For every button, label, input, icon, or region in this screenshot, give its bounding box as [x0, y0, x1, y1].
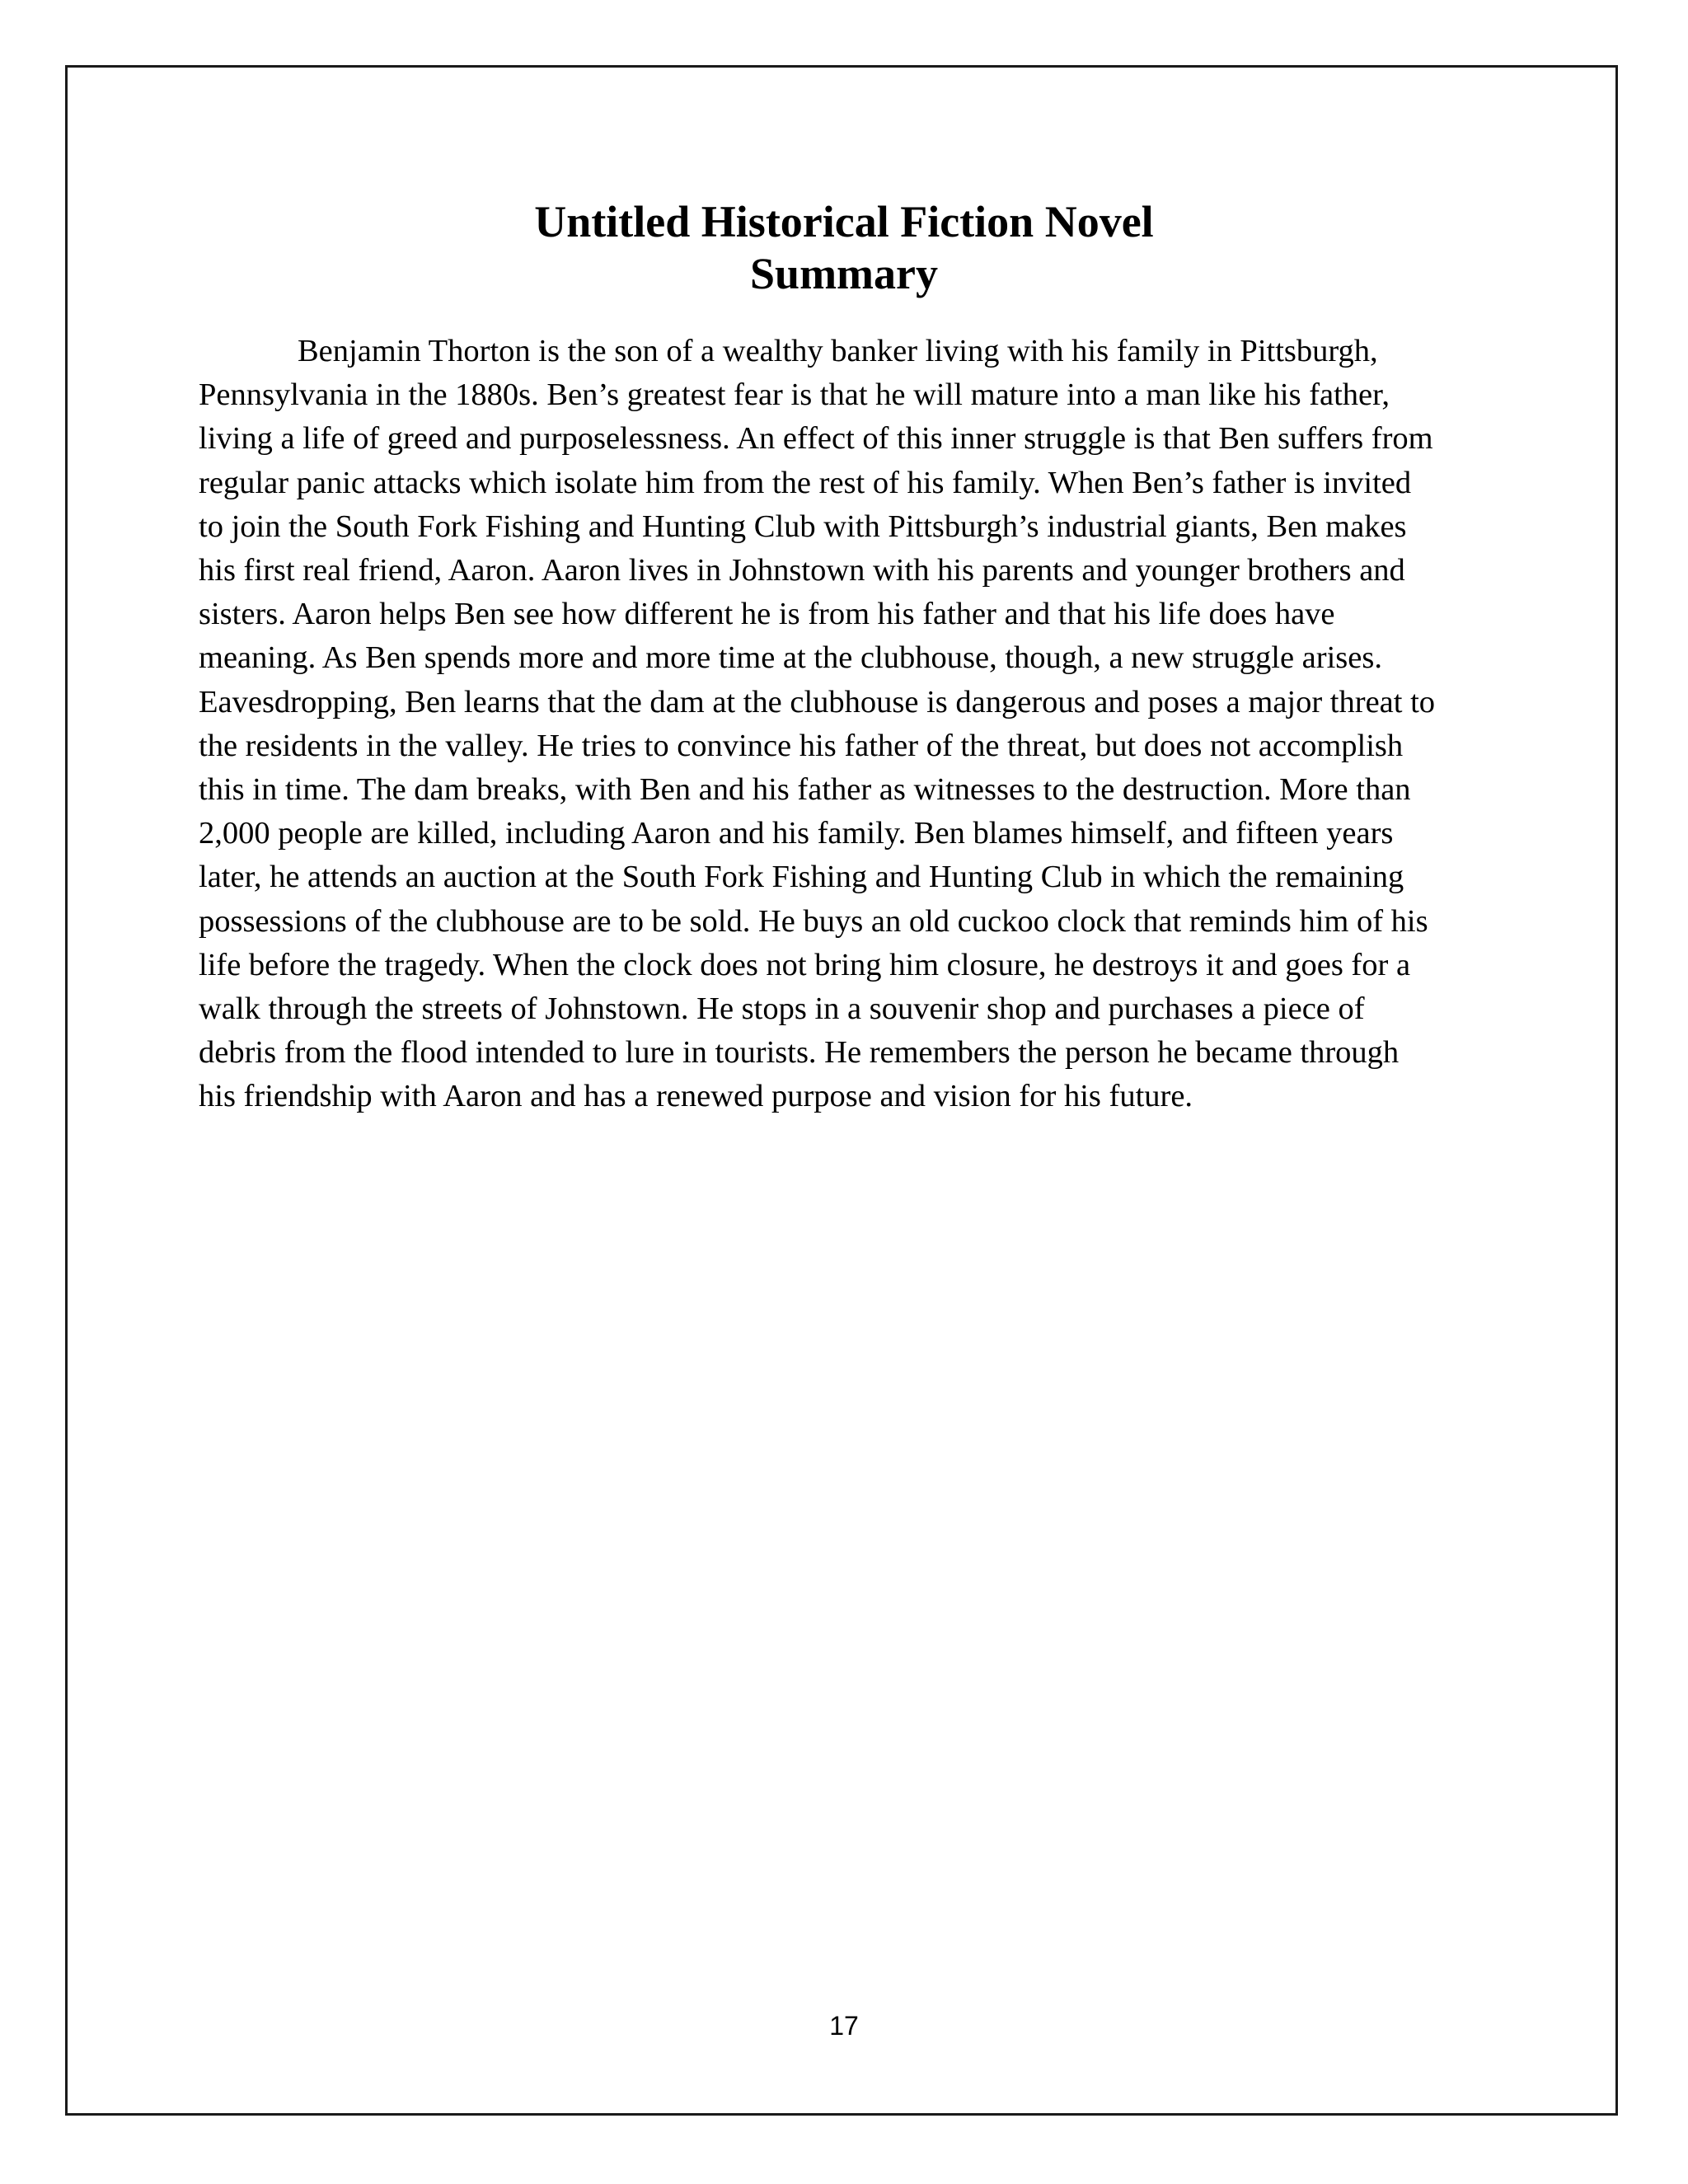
summary-line: debris from the flood intended to lure in tourists. He remembers the person he became through [199, 1035, 1400, 1071]
summary-line: regular panic attacks which isolate him from the rest of his family. When Ben’s father is invited [199, 465, 1412, 500]
summary-line: this in time. The dam breaks, with Ben and his father as witnesses to the destruction. More than [199, 772, 1411, 808]
summary-line: meaning. As Ben spends more and more time at the clubhouse, though, a new struggle arises. [199, 640, 1382, 676]
summary-paragraph [199, 330, 1484, 1119]
summary-line: the residents in the valley. He tries to convince his father of the threat, but does not accomplish [199, 728, 1404, 763]
summary-line: Benjamin Thorton is the son of a wealthy banker living with his family in Pittsburgh, [298, 334, 1378, 368]
title-line-2: Summary [750, 249, 938, 298]
summary-line: Eavesdropping, Ben learns that the dam at the clubhouse is dangerous and poses a major threat to [199, 684, 1436, 719]
summary-line: Pennsylvania in the 1880s. Ben’s greatest fear is that he will mature into a man like his father, [199, 377, 1390, 413]
summary-line: his friendship with Aaron and has a renewed purpose and vision for his future. [199, 1079, 1193, 1114]
summary-line: his first real friend, Aaron. Aaron lives in Johnstown with his parents and younger brothers and [199, 553, 1405, 588]
summary-line: walk through the streets of Johnstown. He stops in a souvenir shop and purchases a piece of [199, 991, 1365, 1027]
summary-line: possessions of the clubhouse are to be sold. He buys an old cuckoo clock that reminds him of his [199, 903, 1428, 939]
summary-line: sisters. Aaron helps Ben see how different he is from his father and that his life does have [199, 597, 1335, 632]
summary-line: later, he attends an auction at the South Fork Fishing and Hunting Club in which the remaining [199, 860, 1404, 895]
summary-line: to join the South Fork Fishing and Hunting Club with Pittsburgh’s industrial giants, Ben makes [199, 509, 1407, 544]
title-line-1: Untitled Historical Fiction Novel [534, 197, 1154, 246]
document-title [0, 196, 1688, 300]
summary-line: life before the tragedy. When the clock does not bring him closure, he destroys it and goes for a [199, 947, 1411, 982]
page-number: 17 [829, 2011, 859, 2041]
summary-line: living a life of greed and purposelessness. An effect of this inner struggle is that Ben suffers from [199, 421, 1433, 457]
summary-line: 2,000 people are killed, including Aaron and his family. Ben blames himself, and fifteen years [199, 816, 1394, 851]
